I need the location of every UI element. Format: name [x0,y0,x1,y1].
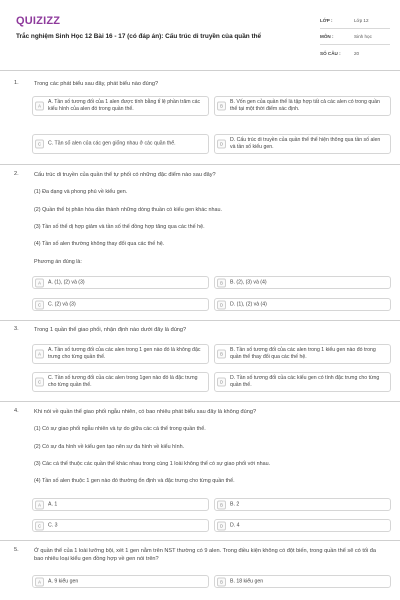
option-letter: D [217,378,226,387]
answer-option[interactable] [32,344,209,364]
option-letter: B [217,500,226,509]
option-letter: C [35,521,44,530]
option-text: A. Tần số tương đối của 1 alen được tính bằng tỉ lệ phần trăm các kiểu hình của alen đó trong quần thể. [48,99,201,112]
info-row-count [320,45,390,61]
divider [0,70,400,71]
question-number: 5. [14,547,19,553]
divider [0,320,400,321]
question-number: 2. [14,171,19,177]
option-letter: C [35,300,44,309]
answer-option[interactable] [32,575,209,588]
info-panel [320,13,390,61]
option-letter: D [217,140,226,149]
answer-option[interactable] [32,519,209,532]
answer-option[interactable] [32,134,209,154]
option-letter: A [35,350,44,359]
divider [0,401,400,402]
answer-option[interactable] [214,372,391,392]
answer-option[interactable] [32,498,209,511]
statement: (4) Tần số alen thuộc 1 gen nào đó thường ổn định và đặc trưng cho từng quần thể. [34,478,235,484]
question-text: Cấu trúc di truyền của quần thể tự phối có những đặc điểm nào sau đây? [34,172,216,178]
option-text: B. 2 [230,501,240,507]
option-text: D. 4 [230,522,240,528]
option-text: C. Tần số tương đối của các alen trong 1gen nào đó là đặc trưng cho từng quần thể. [48,375,198,388]
info-key: SỐ CÂU : [320,50,341,56]
page-title: Trắc nghiệm Sinh Học 12 Bài 16 - 17 (có đáp án): Cấu trúc di truyền của quần thể [16,33,262,40]
question-number: 3. [14,326,19,332]
statement: (2) Quần thể bị phân hóa dần thành những dòng thuần có kiểu gen khác nhau. [34,207,222,213]
answer-option[interactable] [32,276,209,289]
answer-option[interactable] [214,344,391,364]
info-value: Lớp 12 [354,18,369,23]
question-number: 4. [14,408,19,414]
option-text: D. (1), (2) và (4) [230,301,267,307]
option-letter: B [217,350,226,359]
info-row-subject [320,29,390,45]
divider [0,164,400,165]
question-text: Ở quần thể của 1 loài lưỡng bội, xét 1 gen nằm trên NST thường có 9 alen. Trong điều kiện không có đột biến, trong quần thể sẽ có tối đa bao nhiêu loại kiểu gen đồng hợp về gen nói trên? [34,548,376,562]
option-text: B. Vốn gen của quần thể là tập hợp tất cả các alen có trong quần thể tại một thời điểm xác định. [230,99,380,112]
option-text: A. 9 kiểu gen [48,578,79,584]
option-letter: A [35,500,44,509]
option-letter: B [217,577,226,586]
statement: (4) Tần số alen thường không thay đổi qua các thế hệ. [34,241,165,247]
quizizz-logo: QUIZIZZ [16,15,61,27]
question-text: Khi nói về quần thể giao phối ngẫu nhiên, có bao nhiêu phát biểu sau đây là không đúng? [34,409,257,415]
option-letter: A [35,577,44,586]
answer-option[interactable] [214,298,391,311]
answer-option[interactable] [214,498,391,511]
option-letter: C [35,378,44,387]
option-text: C. (2) và (3) [48,301,76,307]
option-letter: B [217,102,226,111]
answer-option[interactable] [214,96,391,116]
answer-option[interactable] [32,372,209,392]
option-text: D. Tần số tương đối của các kiểu gen có tính đặc trưng cho từng quần thể. [230,375,380,388]
option-letter: A [35,278,44,287]
info-key: LỚP : [320,18,333,23]
answer-option[interactable] [214,519,391,532]
info-value: 20 [354,50,360,56]
question-text: Trong các phát biểu sau đây, phát biểu nào đúng? [34,81,159,87]
page-header [0,0,400,70]
option-text: B. 18 kiểu gen [230,578,264,584]
option-text: A. 1 [48,501,58,507]
statement: (3) Tần số thể dị hợp giảm và tần số thể đồng hợp tăng qua các thế hệ. [34,224,205,230]
option-text: C. Tần số alen của các gen giống nhau ở các quần thể. [48,140,176,147]
option-text: A. Tần số tương đối của các alen trong 1 gen nào đó là không đặc trưng cho từng quần thể. [48,347,201,360]
statement: (2) Có sự đa hình về kiểu gen tạo nên sự đa hình về kiểu hình. [34,444,185,450]
statement: (3) Các cá thể thuộc các quần thể khác nhau trong cùng 1 loài không thể có sự giao phối với nhau. [34,461,271,467]
statement: (1) Có sự giao phối ngẫu nhiên và tự do giữa các cá thể trong quần thể. [34,426,206,432]
statement: (1) Đa dạng và phong phú về kiểu gen. [34,189,128,195]
answer-option[interactable] [214,575,391,588]
option-letter: A [35,102,44,111]
option-text: A. (1), (2) và (3) [48,279,85,285]
option-letter: D [217,521,226,530]
answer-option[interactable] [32,96,209,116]
info-value: Sinh học [354,34,372,39]
question-number: 1. [14,80,19,86]
option-letter: C [35,140,44,149]
option-letter: B [217,278,226,287]
info-key: MÔN : [320,34,334,39]
question-text: Trong 1 quần thể giao phối, nhận định nào dưới đây là đúng? [34,327,187,333]
option-text: B. (2), (3) và (4) [230,279,267,285]
option-text: C. 3 [48,522,58,528]
option-text: D. Cấu trúc di truyền của quần thể thể hiện thông qua tần số alen và tần số kiểu gen. [230,137,381,150]
answer-option[interactable] [32,298,209,311]
info-row-class [320,13,390,29]
option-text: B. Tần số tương đối của các alen trong 1 kiểu gen nào đó trong quần thể thay đổi qua các thế hệ. [230,347,376,360]
answer-prompt: Phương án đúng là: [34,259,82,265]
answer-option[interactable] [214,276,391,289]
option-letter: D [217,300,226,309]
divider [0,540,400,541]
answer-option[interactable] [214,134,391,154]
